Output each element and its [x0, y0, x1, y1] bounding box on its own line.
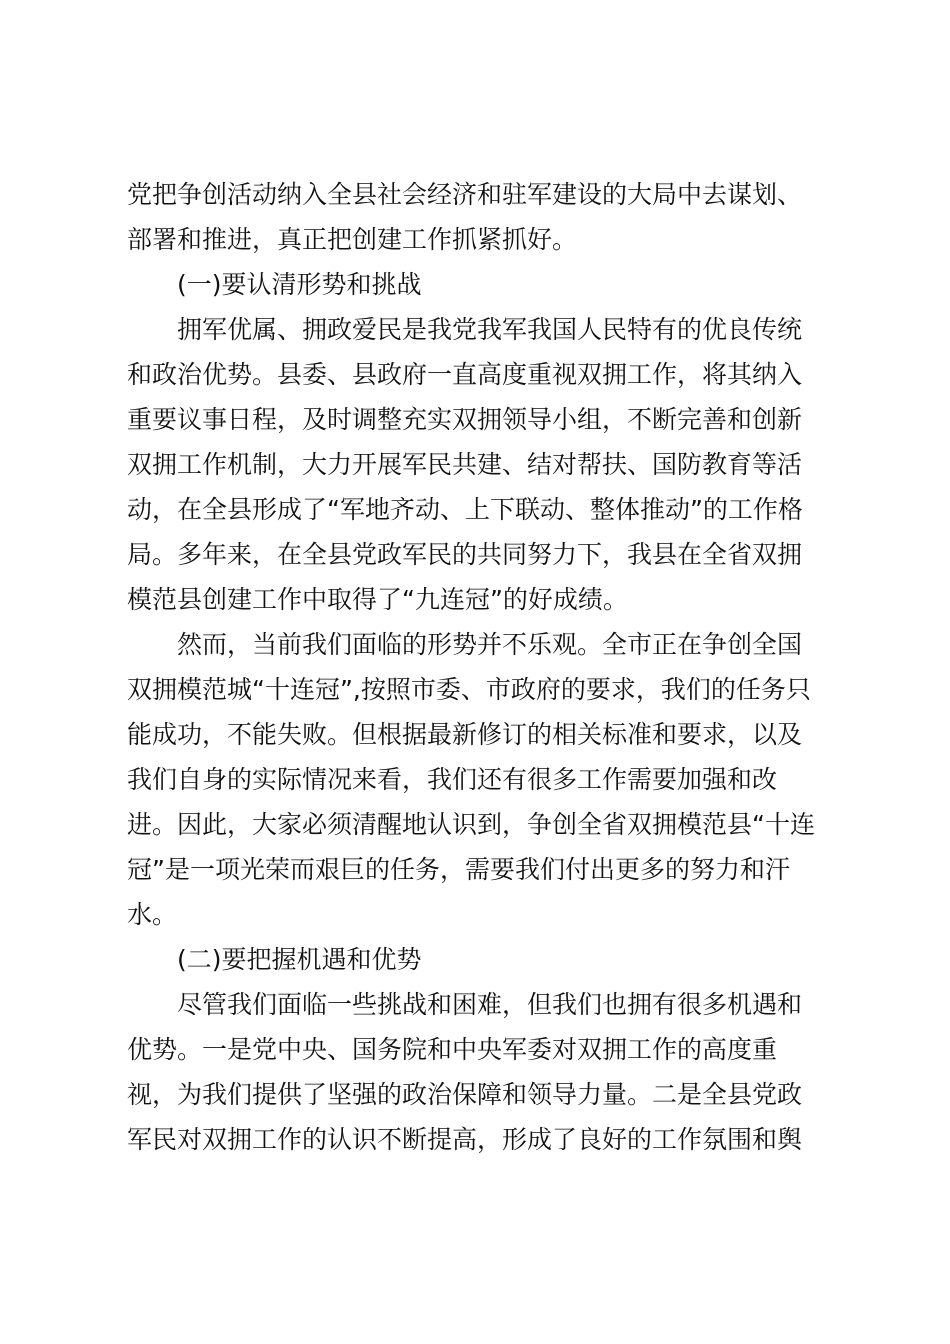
paragraph-start: 尽管我们面临一些挑战和困难，但我们也拥有很多机遇和 [177, 990, 803, 1019]
text-line: 军民对双拥工作的认识不断提高，形成了良好的工作氛围和舆 [127, 1125, 803, 1154]
text-line: 重要议事日程，及时调整充实双拥领导小组，不断完善和创新 [127, 405, 803, 434]
section-heading: (一)要认清形势和挑战 [177, 270, 422, 299]
text-line: 和政治优势。县委、县政府一直高度重视双拥工作，将其纳入 [127, 360, 803, 389]
text-line: 视，为我们提供了坚强的政治保障和领导力量。二是全县党政 [127, 1080, 803, 1109]
text-line: 水。 [127, 900, 178, 929]
text-line: 我们自身的实际情况来看，我们还有很多工作需要加强和改 [127, 765, 778, 794]
text-line: 局。多年来，在全县党政军民的共同努力下，我县在全省双拥 [127, 540, 803, 569]
text-line: 冠”是一项光荣而艰巨的任务，需要我们付出更多的努力和汗 [127, 855, 790, 884]
text-line: 双拥工作机制，大力开展军民共建、结对帮扶、国防教育等活 [127, 450, 803, 479]
text-line: 能成功，不能失败。但根据最新修订的相关标准和要求，以及 [127, 720, 803, 749]
text-line: 优势。一是党中央、国务院和中央军委对双拥工作的高度重 [127, 1035, 778, 1064]
text-line: 部署和推进，真正把创建工作抓紧抓好。 [127, 225, 578, 254]
paragraph-start: 拥军优属、拥政爱民是我党我军我国人民特有的优良传统 [177, 315, 803, 344]
text-line: 党把争创活动纳入全县社会经济和驻军建设的大局中去谋划、 [127, 180, 803, 209]
paragraph-start: 然而，当前我们面临的形势并不乐观。全市正在争创全国 [177, 630, 803, 659]
text-line: 动，在全县形成了“军地齐动、上下联动、整体推动”的工作格 [127, 495, 803, 524]
text-line: 双拥模范城“十连冠”,按照市委、市政府的要求，我们的任务只 [127, 675, 811, 704]
text-line: 进。因此，大家必须清醒地认识到，争创全省双拥模范县“十连 [127, 810, 815, 839]
section-heading: (二)要把握机遇和优势 [177, 945, 422, 974]
text-line: 模范县创建工作中取得了“九连冠”的好成绩。 [127, 585, 628, 614]
document-body [127, 172, 833, 1162]
